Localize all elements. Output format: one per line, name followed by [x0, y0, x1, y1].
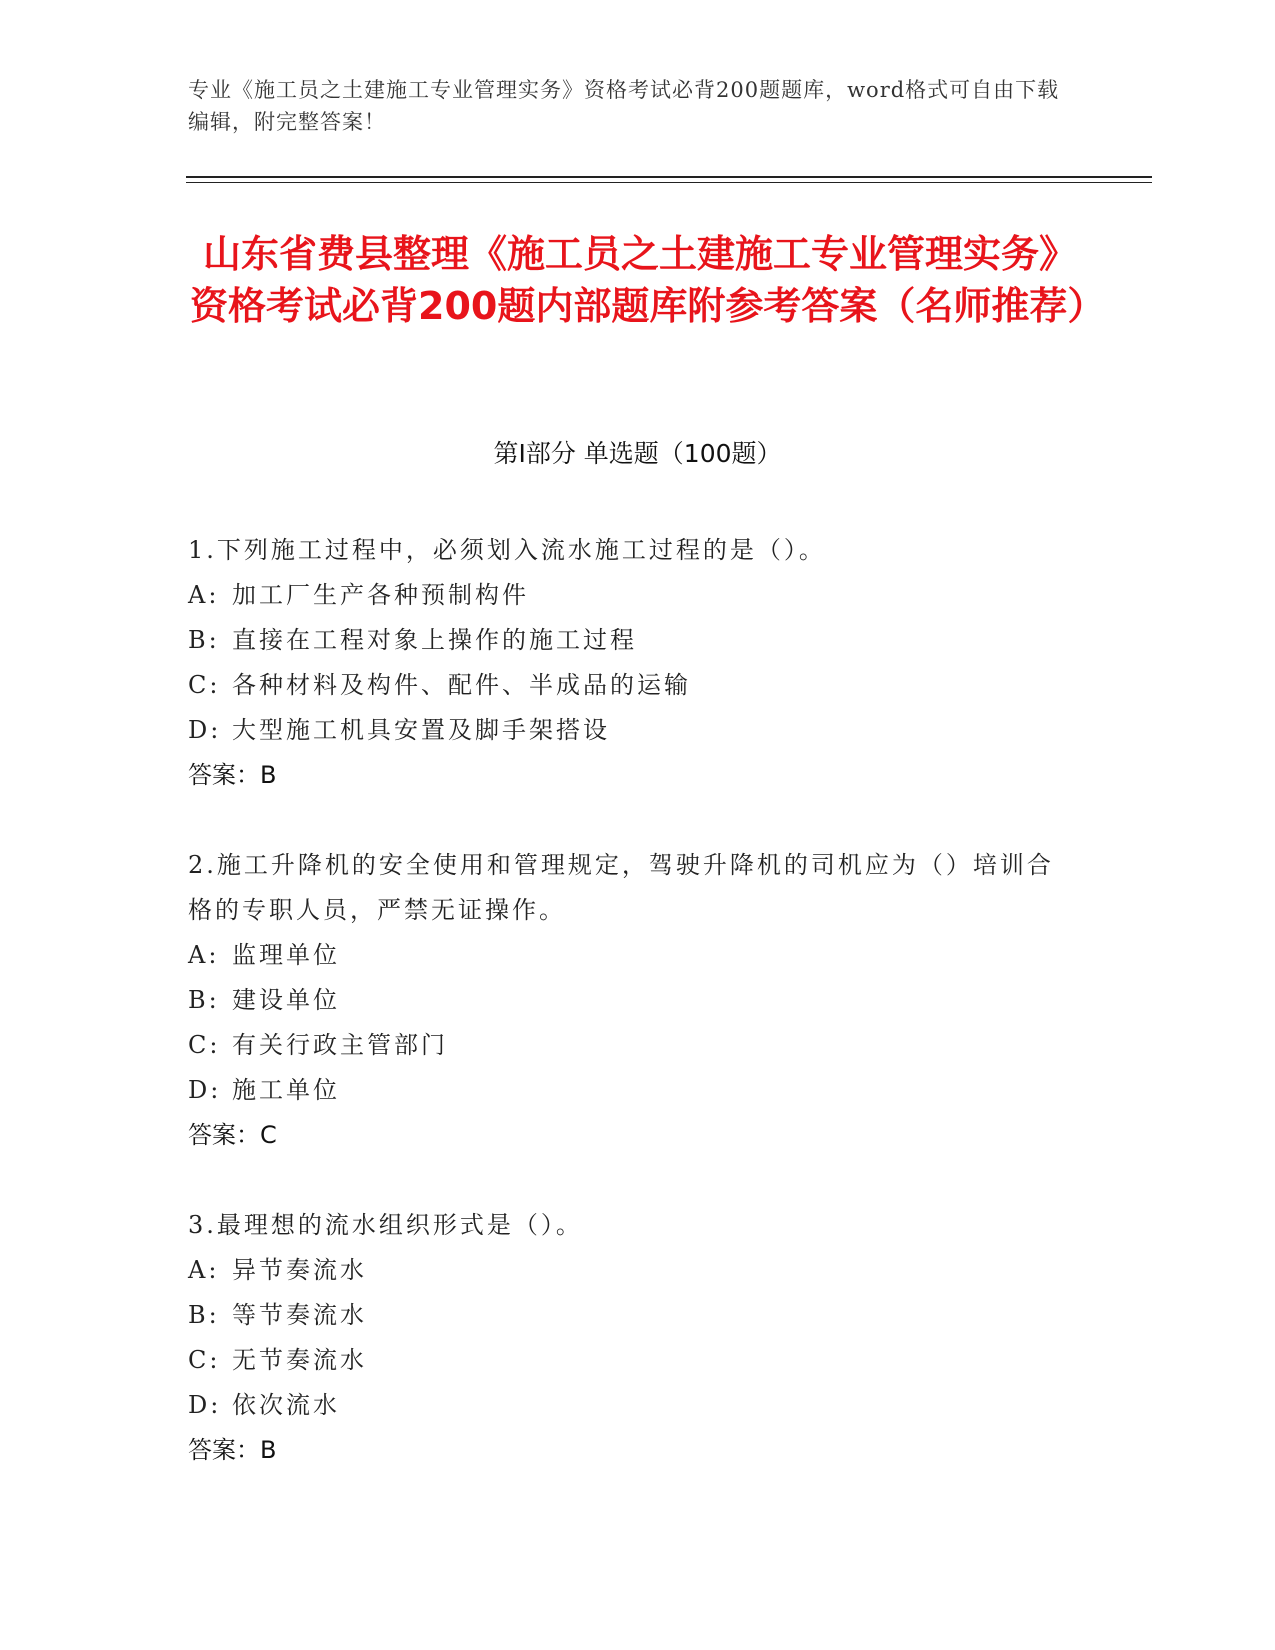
option-d	[188, 708, 1068, 753]
option-a	[188, 1248, 1068, 1293]
option-key: A:	[188, 1256, 220, 1284]
question-stem: 3.最理想的流水组织形式是（）。	[188, 1211, 583, 1239]
option-key: B:	[188, 1301, 220, 1329]
question-stem: 2.施工升降机的安全使用和管理规定，驾驶升降机的司机应为（）培训合格的专职人员，严禁无证操作。	[188, 851, 1054, 924]
option-text: 大型施工机具安置及脚手架搭设	[232, 716, 610, 744]
option-a	[188, 573, 1068, 618]
document-title: 山东省费县整理《施工员之土建施工专业管理实务》资格考试必背200题内部题库附参考答案（名师推荐）	[190, 232, 1106, 328]
option-b	[188, 978, 1068, 1023]
answer: 答案：C	[188, 1121, 277, 1149]
option-text: 无节奏流水	[232, 1346, 367, 1374]
question-2	[188, 843, 1068, 1158]
option-text: 依次流水	[232, 1391, 340, 1419]
question-list	[188, 528, 1068, 1518]
option-text: 各种材料及构件、配件、半成品的运输	[232, 671, 691, 699]
option-key: D:	[188, 716, 222, 744]
option-key: C:	[188, 1031, 221, 1059]
option-key: A:	[188, 581, 220, 609]
header-note: 专业《施工员之土建施工专业管理实务》资格考试必背200题题库，word格式可自由下载编辑，附完整答案！	[188, 78, 1060, 134]
option-b	[188, 618, 1068, 663]
option-text: 加工厂生产各种预制构件	[232, 581, 529, 609]
answer: 答案：B	[188, 761, 277, 789]
option-d	[188, 1383, 1068, 1428]
option-c	[188, 1023, 1068, 1068]
question-3	[188, 1203, 1068, 1473]
header-divider-thick	[186, 176, 1152, 178]
header-divider-thin	[186, 182, 1152, 183]
option-d	[188, 1068, 1068, 1113]
option-key: B:	[188, 626, 220, 654]
option-text: 异节奏流水	[232, 1256, 367, 1284]
option-b	[188, 1293, 1068, 1338]
option-key: D:	[188, 1391, 222, 1419]
option-text: 直接在工程对象上操作的施工过程	[232, 626, 637, 654]
answer: 答案：B	[188, 1436, 277, 1464]
option-key: D:	[188, 1076, 222, 1104]
option-key: C:	[188, 671, 221, 699]
option-text: 建设单位	[232, 986, 340, 1014]
option-key: A:	[188, 941, 220, 969]
section-title: 第Ⅰ部分 单选题（100题）	[493, 439, 782, 468]
option-c	[188, 663, 1068, 708]
option-key: C:	[188, 1346, 221, 1374]
option-c	[188, 1338, 1068, 1383]
question-1	[188, 528, 1068, 798]
option-text: 有关行政主管部门	[232, 1031, 448, 1059]
option-a	[188, 933, 1068, 978]
question-stem: 1.下列施工过程中，必须划入流水施工过程的是（）。	[188, 536, 826, 564]
option-text: 等节奏流水	[232, 1301, 367, 1329]
option-key: B:	[188, 986, 220, 1014]
option-text: 施工单位	[232, 1076, 340, 1104]
option-text: 监理单位	[232, 941, 340, 969]
